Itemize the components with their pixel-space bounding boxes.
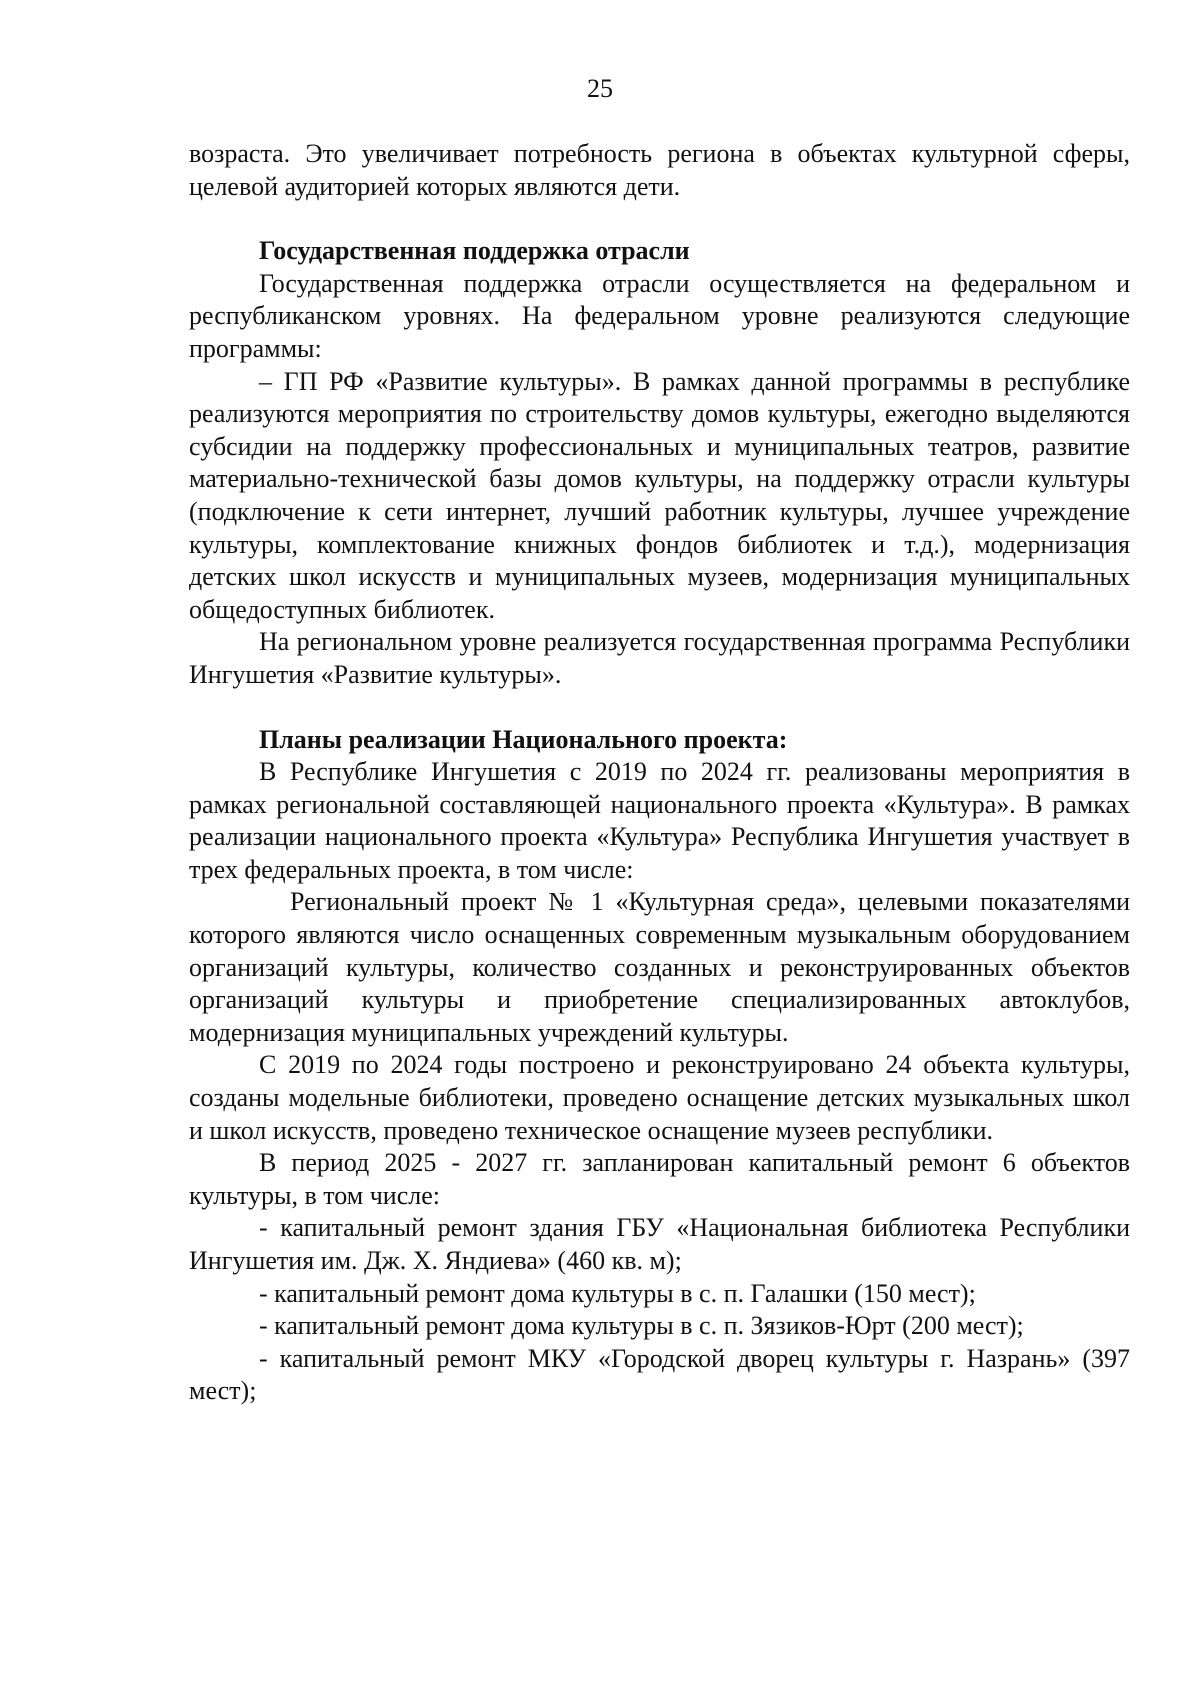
- list-item-galashki: - капитальный ремонт дома культуры в с. п. Галашки (150 мест);: [259, 1278, 976, 1308]
- section-heading-national-project: Планы реализации Национального проекта:: [259, 724, 788, 754]
- paragraph-plans-2025-2027: В период 2025 - 2027 гг. запланирован капитальный ремонт 6 объектов культуры, в том числе:: [189, 1148, 1130, 1210]
- paragraph-results-2019-2024: С 2019 по 2024 годы построено и реконструировано 24 объекта культуры, созданы модельные библиотеки, проведено оснащение детских музыкальных школ и школ искусств, проведено техническое оснащение музеев республики.: [189, 1050, 1130, 1145]
- section-heading-state-support: Государственная поддержка отрасли: [259, 236, 690, 266]
- page-number: 25: [587, 74, 613, 103]
- list-item-national-library: - капитальный ремонт здания ГБУ «Национальная библиотека Республики Ингушетия им. Дж. Х. Яндиева» (460 кв. м);: [189, 1213, 1130, 1275]
- list-item-zyazikov-yurt: - капитальный ремонт дома культуры в с. п. Зязиков-Юрт (200 мест);: [259, 1311, 1024, 1341]
- paragraph-state-support: Государственная поддержка отрасли осуществляется на федеральном и республиканском уровнях. На федеральном уровне реализуются следующие программы:: [189, 268, 1130, 363]
- paragraph-continuation: возраста. Это увеличивает потребность региона в объектах культурной сферы, целевой аудиторией которых являются дети.: [189, 139, 1130, 201]
- paragraph-regional-level: На региональном уровне реализуется государственная программа Республики Ингушетия «Развитие культуры».: [189, 627, 1130, 689]
- paragraph-national-project: В Республике Ингушетия с 2019 по 2024 гг. реализованы мероприятия в рамках региональной составляющей национального проекта «Культура». В рамках реализации национального проекта «Культура» Республика Ингушетия участвует в трех федеральных проекта, в том числе:: [189, 757, 1130, 884]
- paragraph-regional-project-1: Региональный проект № 1 «Культурная среда», целевыми показателями которого являются число оснащенных современным музыкальным оборудованием организаций культуры, количество созданных и реконструированных объектов организаций культуры и приобретение специализированных автоклубов, модернизация муниципальных учреждений культуры.: [189, 887, 1130, 1047]
- list-item-gp-rf: – ГП РФ «Развитие культуры». В рамках данной программы в республике реализуются мероприятия по строительству домов культуры, ежегодно выделяются субсидии на поддержку профессиональных и муниципальных театров, развитие материально-технической базы домов культуры, на поддержку отрасли культуры (подключение к сети интернет, лучший работник культуры, лучшее учреждение культуры, комплектование книжных фондов библиотек и т.д.), модернизация детских школ искусств и муниципальных музеев, модернизация муниципальных общедоступных библиотек.: [189, 366, 1130, 624]
- document-body: [189, 138, 1130, 1408]
- list-item-nazran-palace: - капитальный ремонт МКУ «Городской дворец культуры г. Назрань» (397 мест);: [189, 1343, 1130, 1406]
